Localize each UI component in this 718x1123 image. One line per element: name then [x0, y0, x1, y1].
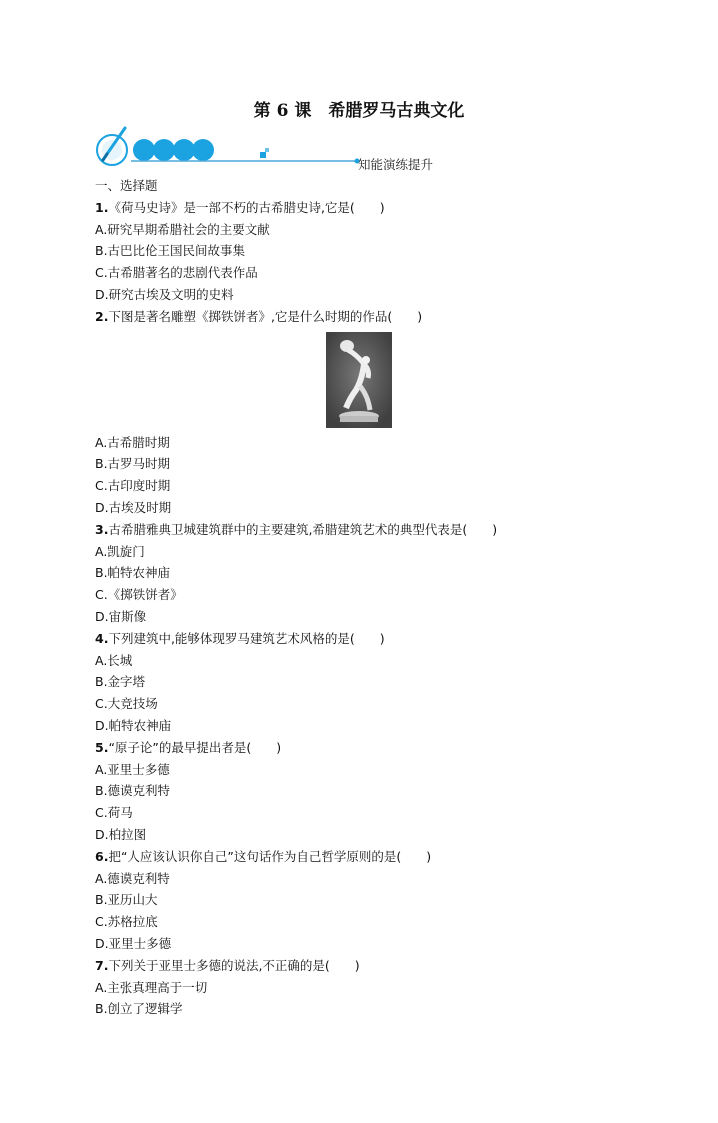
question-number: 5. [95, 739, 109, 755]
question-number: 7. [95, 957, 109, 973]
option: B.亚历山大 [95, 892, 158, 908]
question-4 [95, 628, 655, 650]
question-list [95, 175, 655, 1020]
question-number: 3. [95, 521, 109, 537]
question-text: 下列关于亚里士多德的说法,不正确的是( ) [108, 957, 360, 973]
option: C.古希腊著名的悲剧代表作品 [95, 265, 258, 281]
option: A.德谟克利特 [95, 870, 170, 886]
option: B.创立了逻辑学 [95, 1001, 183, 1017]
question-5 [95, 737, 655, 759]
option: C.《掷铁饼者》 [95, 587, 183, 603]
question-number: 1. [95, 199, 109, 215]
question-text: 《荷马史诗》是一部不朽的古希腊史诗,它是( ) [108, 199, 385, 215]
option: D.古埃及时期 [95, 499, 172, 515]
option: B.帕特农神庙 [95, 565, 171, 581]
option: C.大竞技场 [95, 696, 158, 712]
discobolus-statue-image [326, 332, 392, 428]
question-text: 古希腊雅典卫城建筑群中的主要建筑,希腊建筑艺术的典型代表是( ) [108, 521, 498, 537]
question-2 [95, 306, 655, 328]
banner-label: 知能演练提升 [358, 157, 434, 172]
option: D.柏拉图 [95, 826, 147, 842]
question-7 [95, 955, 655, 977]
figure [95, 328, 655, 432]
question-text: “原子论”的最早提出者是( ) [108, 739, 282, 755]
question-number: 6. [95, 848, 109, 864]
option: C.荷马 [95, 805, 133, 821]
option: D.宙斯像 [95, 608, 147, 624]
option: B.金字塔 [95, 674, 146, 690]
option: C.古印度时期 [95, 478, 171, 494]
question-number: 2. [95, 308, 109, 324]
option: A.亚里士多德 [95, 761, 170, 777]
option: C.苏格拉底 [95, 914, 158, 930]
option: D.亚里士多德 [95, 935, 172, 951]
option: A.主张真理高于一切 [95, 979, 208, 995]
option: A.古希腊时期 [95, 434, 170, 450]
option: A.长城 [95, 652, 133, 668]
option: D.研究古埃及文明的史料 [95, 286, 234, 302]
question-6 [95, 846, 655, 868]
question-text: 下图是著名雕塑《掷铁饼者》,它是什么时期的作品( ) [108, 308, 423, 324]
question-text: 下列建筑中,能够体现罗马建筑艺术风格的是( ) [108, 630, 385, 646]
option: A.研究早期希腊社会的主要文献 [95, 221, 270, 237]
question-text: 把“人应该认识你自己”这句话作为自己哲学原则的是( ) [108, 848, 432, 864]
option: B.古巴比伦王国民间故事集 [95, 243, 246, 259]
question-number: 4. [95, 630, 109, 646]
section-heading: 一、选择题 [95, 178, 158, 193]
option: A.凯旋门 [95, 543, 145, 559]
page-title: 第 6 课 希腊罗马古典文化 [253, 101, 465, 121]
option: B.德谟克利特 [95, 783, 171, 799]
option: D.帕特农神庙 [95, 717, 172, 733]
question-1 [95, 197, 655, 219]
option: B.古罗马时期 [95, 456, 171, 472]
question-3 [95, 519, 655, 541]
